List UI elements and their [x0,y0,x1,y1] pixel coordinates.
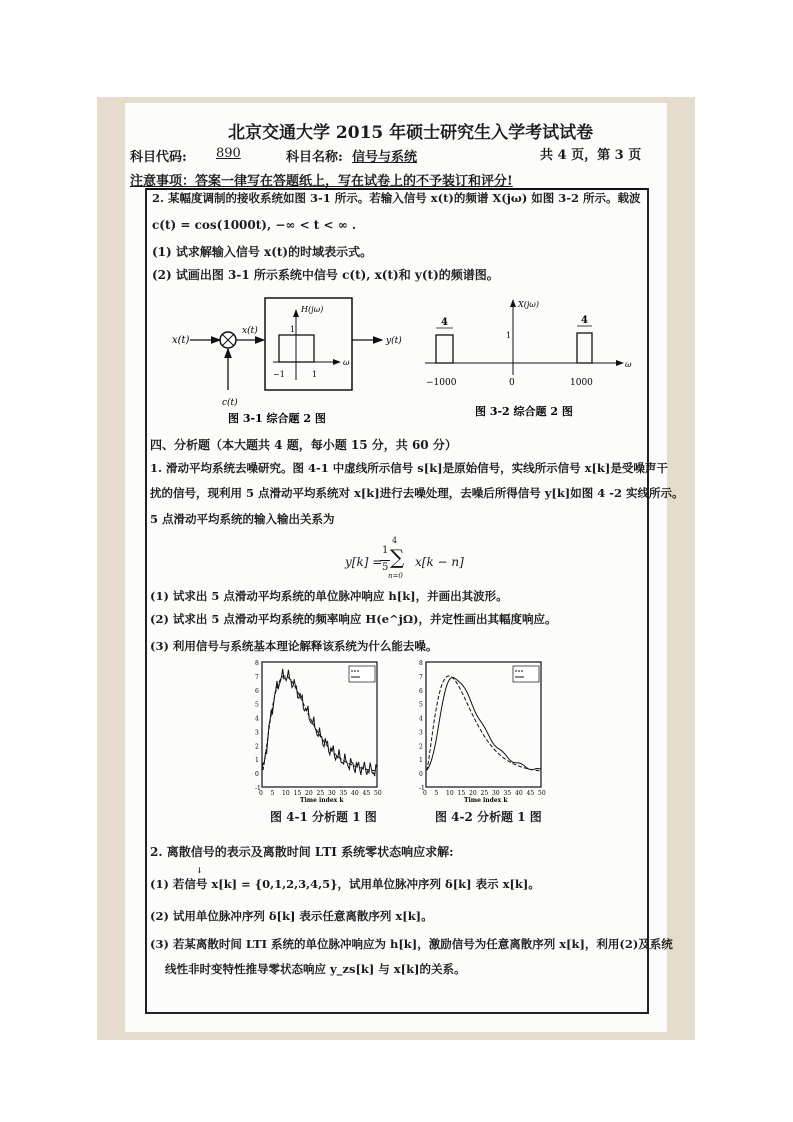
y-tick-label: 8 [255,660,259,667]
y-tick-label: 5 [419,701,423,709]
x-tick-label: 30 [492,790,500,797]
tick-0: 0 [509,378,515,388]
y-tick-label: -1 [255,785,261,792]
tick-1: 1 [312,370,318,379]
fig-4-2-caption: 图 4-2 分析题 1 图 [435,810,542,824]
y-tick-label: 0 [419,771,423,779]
width-label: 4 [441,317,448,328]
legend [349,666,375,682]
x-tick-label: 10 [446,790,454,797]
y-tick-label: 6 [255,687,259,695]
sigma-symbol: ∑ [390,545,405,569]
exam-title: 北京交通大学 2015 年硕士研究生入学考试试卷 [228,123,594,143]
height-label: 1 [506,331,512,340]
y-tick-label: 7 [419,673,423,681]
y-tick-label: 3 [255,729,259,737]
x-tick-label: 25 [480,790,489,797]
original-signal-line [262,676,377,771]
tick-1000: 1000 [570,378,593,388]
q2-part3-line1: (3) 若某离散时间 LTI 系统的单位脉冲响应为 h[k]，激励信号为任意离散序列 x[k]，利用(2)及系统 [150,937,673,951]
x-tick-label: 40 [515,790,523,797]
subject-code-label: 科目代码: [130,150,187,165]
q1-line1: 1. 滑动平均系统去噪研究。图 4-1 中虚线所示信号 s[k]是原始信号，实线所示信号 x[k]是受噪声干 [150,461,668,475]
y-tick-label: 2 [419,743,423,751]
fig-3-1-caption: 图 3-1 综合题 2 图 [228,412,326,425]
subject-code: 890 [216,146,241,161]
y-tick-label: 7 [255,673,259,681]
x-tick-label: 35 [339,790,348,797]
omega-label: ω [343,358,350,367]
q2-line1: 2. 某幅度调制的接收系统如图 3-1 所示。若输入信号 x(t)的频谱 X(jω) 如图 3-2 所示。载波 [152,191,641,205]
formula-sum-bottom: n=0 [388,572,403,580]
fig-4-1-caption: 图 4-1 分析题 1 图 [270,810,377,824]
q1-part3: (3) 利用信号与系统基本理论解释该系统为什么能去噪。 [150,639,438,653]
plot-4-2 [412,658,547,808]
formula-rhs: x[k − n] [415,555,464,569]
spectrum-pulse-neg [436,335,453,363]
formula-lhs: y[k] = [345,555,383,569]
y-tick-label: 1 [255,757,259,765]
original-signal-line [426,676,541,771]
formula-sum-top: 4 [392,536,398,545]
x-tick-label: 40 [351,790,359,797]
noisy-signal-line [262,669,377,776]
x-tick-label: 45 [362,790,371,797]
x-tick-label: 20 [469,790,477,797]
filtered-signal-line [426,677,541,770]
y-tick-label: 6 [419,687,423,695]
y-tick-label: 8 [419,660,423,667]
spectrum-label: X(jω) [518,300,539,309]
x-tick-label: 0 [423,790,427,797]
y-tick-label: 2 [255,743,259,751]
tick-neg1000: −1000 [426,378,457,388]
spectrum-pulse-pos [577,333,592,363]
x-tick-label: 0 [259,790,263,797]
input-label: x(t) [172,335,190,346]
x-tick-label: 45 [526,790,535,797]
subject-name: 信号与系统 [352,150,418,165]
y-tick-label: 4 [419,715,423,723]
x-tick-label: 25 [316,790,325,797]
x-tick-label: 5 [434,790,439,797]
q2-part2: (2) 试用单位脉冲序列 δ[k] 表示任意离散序列 x[k]。 [150,909,433,923]
y-tick-label: 5 [255,701,259,709]
section-4-heading: 四、分析题（本大题共 4 题，每小题 15 分，共 60 分） [150,438,457,452]
q2-line2: c(t) = cos(1000t), −∞ < t < ∞ . [152,218,357,232]
moving-average-formula [345,536,485,585]
x-tick-label: 50 [538,790,546,797]
x-tick-label: 50 [374,790,382,797]
y-tick-label: 1 [419,757,423,765]
fig-3-2-caption: 图 3-2 综合题 2 图 [475,405,573,418]
q1-part2: (2) 试求出 5 点滑动平均系统的频率响应 H(e^jΩ)，并定性画出其幅度响应。 [150,612,557,626]
figure-3-2 [420,295,635,430]
mid-label: x(t) [242,326,258,336]
gain-label: 1 [290,325,296,334]
tick-neg1: −1 [273,370,285,379]
carrier-label: c(t) [222,398,238,408]
y-tick-label: 4 [255,715,259,723]
filter-label: H(jω) [301,305,324,314]
page-info: 共 4 页，第 3 页 [540,148,642,163]
figure-3-1 [160,295,410,430]
x-axis-label: Time index k [464,797,508,804]
q2-part3-line2: 线性非时变特性推导零状态响应 y_zs[k] 与 x[k]的关系。 [165,962,466,976]
x-tick-label: 30 [328,790,336,797]
q1-part1: (1) 试求出 5 点滑动平均系统的单位脉冲响应 h[k]，并画出其波形。 [150,589,508,603]
x-tick-label: 15 [457,790,466,797]
q2-part1: (1) 若信号 x[k] = {0,1,2,3,4,5}，试用单位脉冲序列 δ[k] 表示 x[k]。 [150,877,540,891]
y-tick-label: 0 [255,771,259,779]
x-tick-label: 35 [503,790,512,797]
formula-den: 5 [382,562,389,573]
q2-part1: (1) 试求解输入信号 x(t)的时域表示式。 [152,245,373,259]
omega-label: ω [625,360,632,369]
formula-num: 1 [382,545,389,556]
y-tick-label: -1 [419,785,425,792]
y-tick-label: 3 [419,729,423,737]
notice: 注意事项：答案一律写在答题纸上，写在试卷上的不予装订和评分! [130,174,513,189]
width-label: 4 [581,315,588,326]
x-tick-label: 10 [282,790,290,797]
q1-line3: 5 点滑动平均系统的输入输出关系为 [150,512,335,526]
output-label: y(t) [386,336,402,346]
q1-line2: 扰的信号，现利用 5 点滑动平均系统对 x[k]进行去噪处理，去噪后所得信号 y[k]如图 4 -2 实线所示。 [150,486,684,500]
subject-name-label: 科目名称: [286,150,343,165]
legend [513,666,539,682]
x-axis-label: Time index k [300,797,344,804]
origin-arrow: ↓ [196,865,203,875]
x-tick-label: 5 [270,790,275,797]
q2-part2: (2) 试画出图 3-1 所示系统中信号 c(t), x(t)和 y(t)的频谱图。 [152,268,499,282]
x-tick-label: 15 [293,790,302,797]
plot-4-1 [248,658,383,808]
q2-heading: 2. 离散信号的表示及离散时间 LTI 系统零状态响应求解: [150,845,454,859]
x-tick-label: 20 [305,790,313,797]
